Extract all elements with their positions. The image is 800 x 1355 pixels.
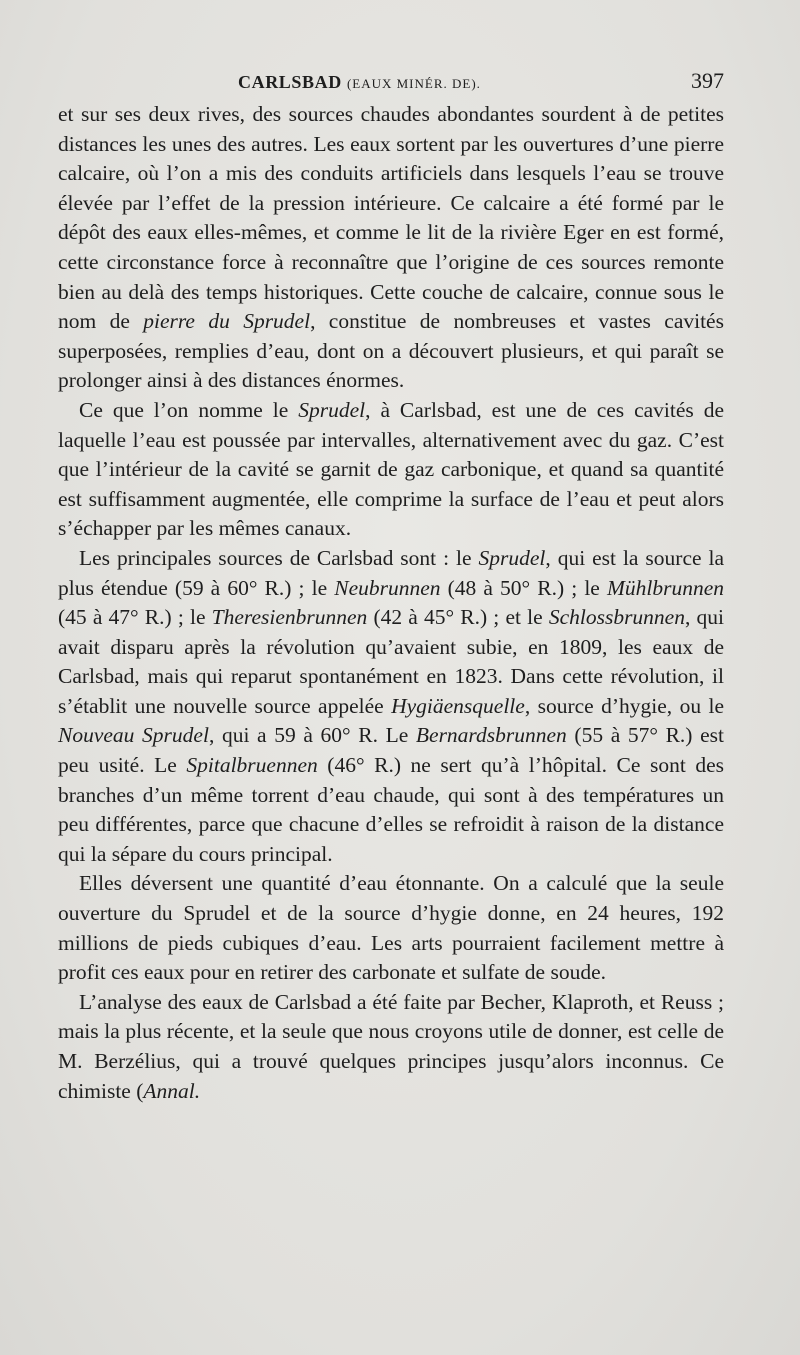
body-text (58, 100, 724, 1106)
text-run: , qui a 59 à 60° R. Le (208, 723, 416, 748)
paragraph (58, 869, 724, 987)
text-run: , qui avait disparu après la révolution qu’avaient subie, en 1809, les eaux de Carlsbad, mais qui reparut spontanément en 1823. Dans cette révolution, il s’établit une nouvelle source appelée (58, 605, 724, 718)
text-run: (45 à 47° R.) ; le (58, 605, 212, 630)
text-run: , constitue de nombreuses et vastes cavités superposées, remplies d’eau, dont on a découvert plusieurs, et qui paraît se prolonger ainsi à des distances énormes. (58, 309, 724, 393)
italic-term: Hygiäensquelle (391, 693, 525, 718)
text-run: (55 à 57° R.) est peu usité. Le (58, 723, 724, 778)
running-title-sub: (EAUX MINÉR. DE). (346, 76, 481, 91)
text-run: , qui est la source la plus étendue (59 à 60° R.) ; le (58, 545, 724, 600)
italic-term: Nouveau Sprudel (58, 723, 209, 748)
text-run: Les principales sources de Carlsbad sont : le (79, 545, 479, 570)
paragraph (58, 988, 724, 1106)
italic-term: Sprudel (298, 397, 366, 422)
text-run: , source d’hygie, ou le (524, 693, 724, 718)
italic-term: Annal. (143, 1078, 201, 1103)
italic-term: Neubrunnen (334, 575, 441, 600)
text-run: , à Carlsbad, est une de ces cavités de laquelle l’eau est poussée par intervalles, alternativement avec du gaz. C’est que l’intérieur de la cavité se garnit de gaz carbonique, et quand sa quantité est suffisamment augmentée, elle comprime la surface de l’eau et peut alors s’échapper par les mêmes canaux. (58, 397, 724, 541)
text-run: Ce que l’on nomme le (79, 397, 299, 422)
running-title (238, 72, 481, 93)
text-run: (46° R.) ne sert qu’à l’hôpital. Ce sont des branches d’un même torrent d’eau chaude, qui sont à des températures un peu différentes, parce que chacune d’elles se refroidit à raison de la distance qui la sépare du cours principal. (58, 753, 725, 866)
italic-term: Sprudel (478, 545, 546, 570)
italic-term: Theresienbrunnen (211, 605, 368, 630)
paragraph (58, 100, 724, 396)
paragraph (58, 544, 724, 870)
text-run: L’analyse des eaux de Carlsbad a été faite par Becher, Klaproth, et Reuss ; mais la plus récente, et la seule que nous croyons utile de donner, est celle de M. Berzélius, qui a trouvé quelques principes jusqu’alors inconnus. Ce chimiste ( (58, 989, 724, 1103)
page-header (58, 64, 724, 98)
text-run: et sur ses deux rives, des sources chaudes abondantes sourdent à de petites distances les unes des autres. Les eaux sortent par les ouvertures d’une pierre calcaire, où l’on a mis des conduits artificiels dans lesquels l’eau se trouve élevée par l’effet de la pression intérieure. Ce calcaire a été formé par le dépôt des eaux elles-mêmes, et comme le lit de la rivière Eger en est formé, cette circonstance force à reconnaître que l’origine de ces sources remonte bien au delà des temps historiques. Cette couche de calcaire, connue sous le nom de (58, 102, 724, 334)
paragraph (58, 396, 724, 544)
text-run: (48 à 50° R.) ; le (440, 575, 607, 600)
italic-term: pierre du Sprudel (143, 309, 311, 334)
italic-term: Mühlbrunnen (606, 575, 725, 600)
page-number: 397 (691, 68, 724, 93)
italic-term: Spitalbruennen (186, 753, 318, 778)
text-run: Elles déversent une quantité d’eau étonnante. On a calculé que la seule ouverture du Sprudel et de la source d’hygie donne, en 24 heures, 192 millions de pieds cubiques d’eau. Les arts pourraient facilement mettre à profit ces eaux pour en retirer des carbonate et sulfate de soude. (58, 871, 724, 985)
italic-term: Bernardsbrunnen (415, 723, 567, 748)
text-run: (42 à 45° R.) ; et le (367, 605, 549, 630)
running-title-main: CARLSBAD (238, 72, 342, 92)
italic-term: Schlossbrunnen (548, 605, 685, 630)
